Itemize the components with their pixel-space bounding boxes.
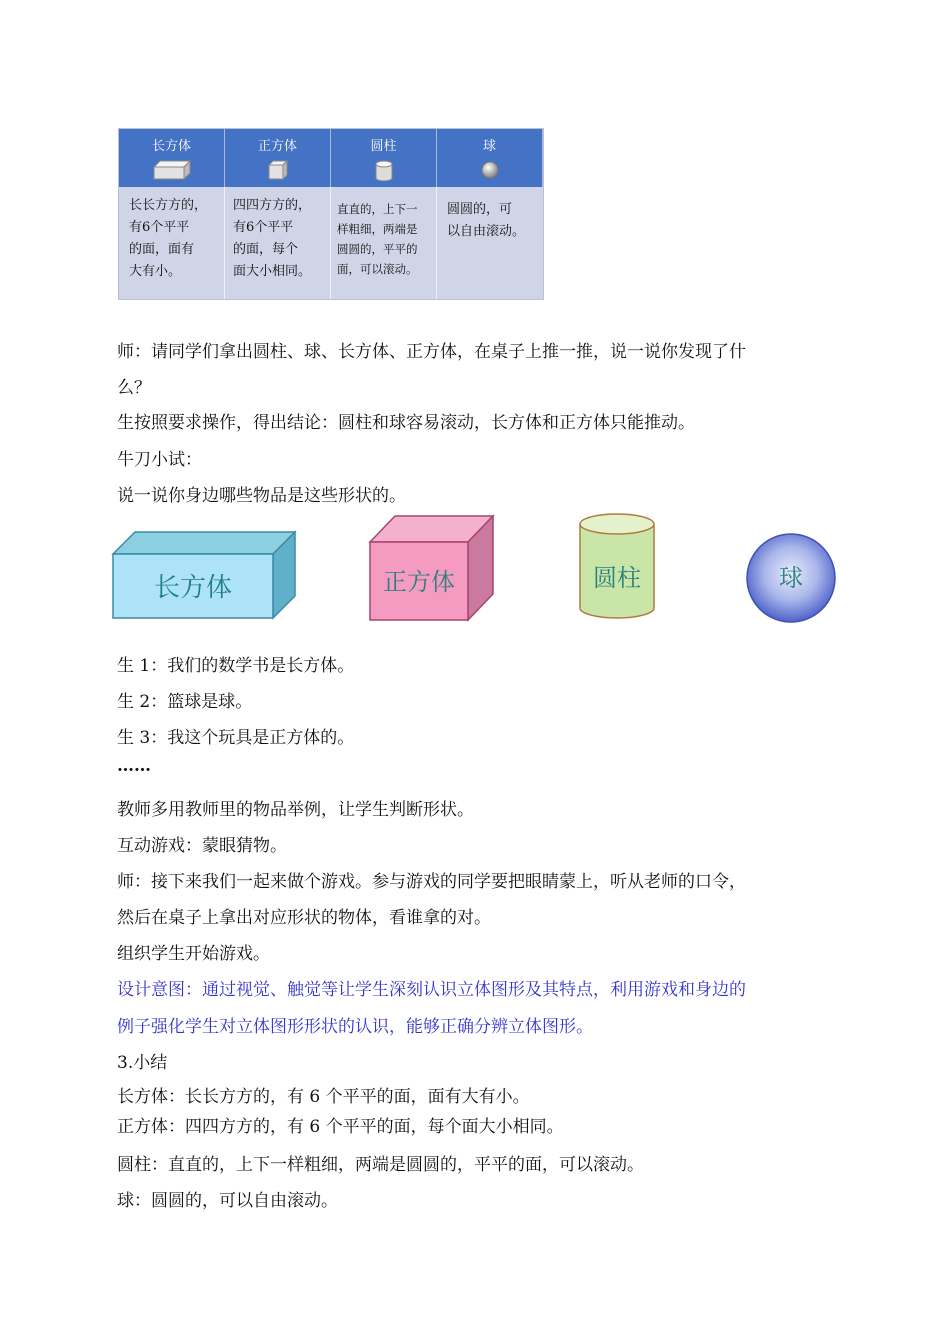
game-instruction-line1: 师：接下来我们一起来做个游戏。参与游戏的同学要把眼睛蒙上，听从老师的口令， — [117, 872, 746, 892]
sphere-icon — [479, 159, 501, 181]
organize-game: 组织学生开始游戏。 — [117, 944, 270, 964]
cylinder-description — [331, 187, 437, 299]
header-cube — [225, 129, 331, 187]
sphere-shape — [747, 534, 835, 622]
header-cylinder — [331, 129, 437, 187]
desc-line: 有6个平平 — [233, 220, 294, 235]
cylinder-label: 圆柱 — [593, 564, 641, 592]
header-label: 正方体 — [257, 139, 297, 154]
cube-label: 正方体 — [383, 568, 455, 596]
desc-line: 面，可以滚动。 — [337, 262, 418, 276]
cuboid-icon — [152, 159, 192, 181]
shape-table — [118, 128, 544, 300]
teacher-question-line2: 么？ — [117, 378, 151, 398]
cuboid-label: 长方体 — [153, 573, 233, 603]
summary-heading: 3.小结 — [117, 1053, 168, 1073]
cylinder-shape — [580, 514, 654, 618]
desc-line: 样粗细，两端是 — [337, 222, 418, 236]
header-label: 圆柱 — [370, 139, 397, 154]
practice-heading: 牛刀小试： — [117, 450, 202, 470]
header-label: 球 — [482, 139, 496, 154]
design-intent-line1: 设计意图：通过视觉、触觉等让学生深刻认识立体图形及其特点，利用游戏和身边的 — [117, 980, 746, 1000]
sphere-label: 球 — [779, 564, 803, 592]
header-cuboid — [119, 129, 225, 187]
cylinder-icon — [373, 159, 395, 183]
design-intent-line2: 例子强化学生对立体图形形状的认识，能够正确分辨立体图形。 — [117, 1017, 593, 1037]
desc-line: 有6个平平 — [129, 220, 190, 235]
summary-cylinder: 圆柱：直直的，上下一样粗细，两端是圆圆的，平平的面，可以滚动。 — [117, 1155, 644, 1175]
desc-line: 四四方方的， — [233, 198, 312, 213]
desc-line: 以自由滚动。 — [447, 224, 526, 239]
summary-sphere: 球：圆圆的，可以自由滚动。 — [117, 1191, 338, 1211]
student-answer-1: 生 1：我们的数学书是长方体。 — [117, 656, 355, 676]
game-heading: 互动游戏：蒙眼猜物。 — [117, 836, 287, 856]
student-conclusion: 生按照要求操作，得出结论：圆柱和球容易滚动，长方体和正方体只能推动。 — [117, 413, 695, 433]
game-instruction-line2: 然后在桌子上拿出对应形状的物体，看谁拿的对。 — [117, 908, 491, 928]
teacher-question-line1: 师：请同学们拿出圆柱、球、长方体、正方体，在桌子上推一推，说一说你发现了什 — [117, 342, 746, 362]
desc-line: 长长方方的， — [129, 198, 208, 213]
cube-icon — [267, 159, 289, 181]
cuboid-description — [119, 187, 225, 299]
desc-line: 圆圆的，平平的 — [337, 242, 418, 256]
desc-line: 的面，面有 — [129, 242, 195, 257]
summary-cuboid: 长方体：长长方方的，有 6 个平平的面，面有大有小。 — [117, 1087, 530, 1107]
cube-shape — [370, 516, 493, 620]
header-label: 长方体 — [151, 139, 191, 154]
student-answer-3: 生 3：我这个玩具是正方体的。 — [117, 728, 355, 748]
desc-line: 圆圆的，可 — [447, 202, 513, 217]
desc-line: 面大小相同。 — [233, 264, 312, 279]
teacher-examples: 教师多用教师里的物品举例，让学生判断形状。 — [117, 800, 474, 820]
desc-line: 大有小。 — [129, 264, 182, 279]
header-sphere — [437, 129, 543, 187]
desc-line: 的面，每个 — [233, 242, 299, 257]
sphere-description — [437, 187, 543, 299]
summary-cube: 正方体：四四方方的，有 6 个平平的面，每个面大小相同。 — [117, 1117, 564, 1137]
desc-line: 直直的，上下一 — [337, 202, 418, 216]
ellipsis: …… — [117, 756, 151, 776]
student-answer-2: 生 2：篮球是球。 — [117, 692, 253, 712]
cuboid-shape — [113, 532, 295, 618]
shapes-illustration — [105, 512, 845, 627]
practice-prompt: 说一说你身边哪些物品是这些形状的。 — [117, 486, 406, 506]
cube-description — [225, 187, 331, 299]
